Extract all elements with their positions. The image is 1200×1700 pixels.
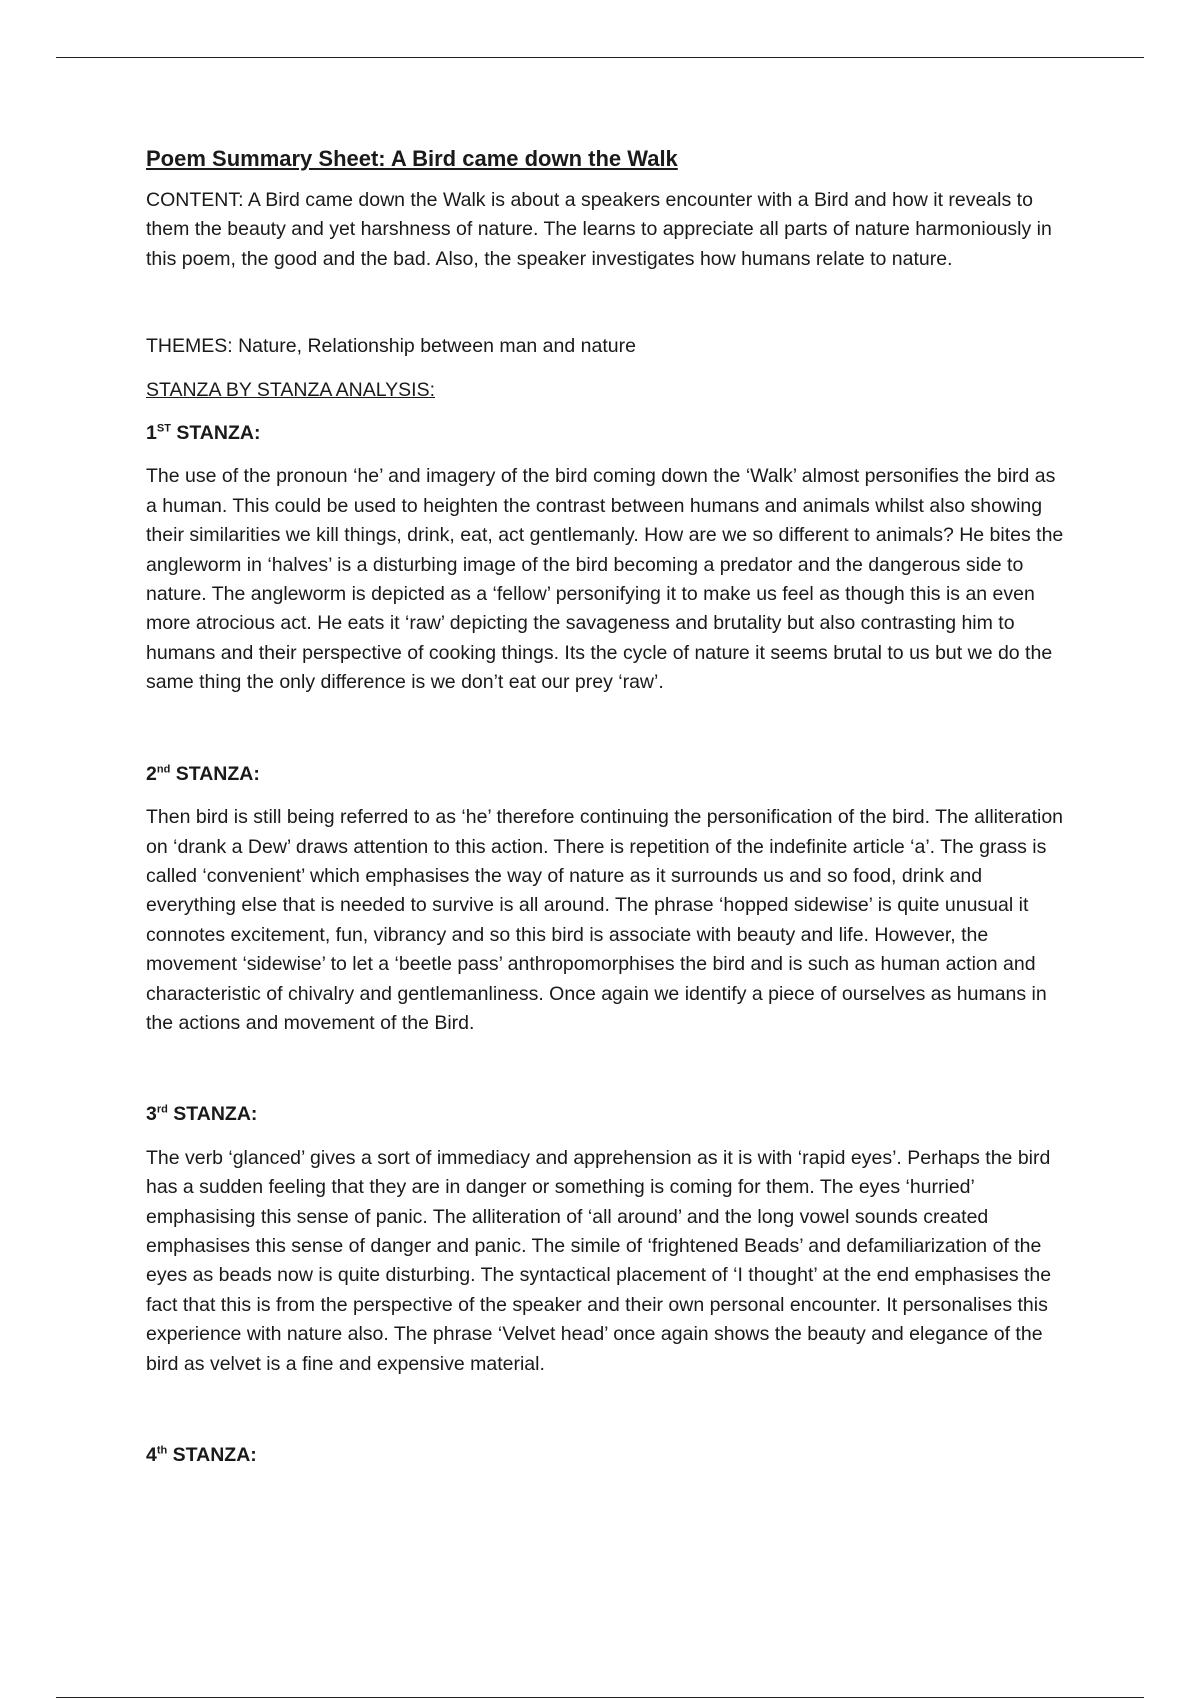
stanza-label: STANZA: (167, 1103, 258, 1126)
themes-paragraph: THEMES: Nature, Relationship between man and nature (146, 335, 636, 358)
stanza-heading-1 (146, 419, 1066, 448)
page-title: Poem Summary Sheet: A Bird came down the Walk (146, 146, 678, 171)
stanza-label: STANZA: (167, 1444, 257, 1466)
stanza-number: 2 (146, 762, 157, 785)
content-paragraph: CONTENT: A Bird came down the Walk is about a speakers encounter with a Bird and how it reveals to them the beauty and yet harshness of nature. The learns to appreciate all parts of nature harmoniously in this poem, the good and the bad. Also, the speaker investigates how humans relate to nature. (146, 189, 1052, 270)
stanza-number: 4 (146, 1444, 157, 1466)
stanza-ordinal-suffix: nd (156, 763, 171, 776)
stanza-label: STANZA: (170, 422, 261, 445)
stanza-number: 3 (146, 1103, 157, 1126)
stanza-analysis-1: The use of the pronoun ‘he’ and imagery of the bird coming down the ‘Walk’ almost personifies the bird as a human. This could be used to heighten the contrast between humans and animals whilst also showing their similarities we kill things, drink, eat, act gentlemanly. How are we so different to animals? He bites the angleworm in ‘halves’ is a disturbing image of the bird becoming a predator and the dangerous side to nature. The angleworm is depicted as a ‘fellow’ personifying it to make us feel as though this is an even more atrocious act. He eats it ‘raw’ depicting the savageness and brutality but also contrasting him to humans and their perspective of cooking things. Its the cycle of nature it seems brutal to us but we do the same thing the only difference is we don’t eat our prey ‘raw’. (146, 465, 1064, 694)
stanza-number: 1 (146, 422, 157, 445)
analysis-heading: STANZA BY STANZA ANALYSIS: (146, 378, 435, 401)
footer-rule (56, 1697, 1144, 1698)
stanza-analysis-2: Then bird is still being referred to as ‘he’ therefore continuing the personification of the bird. The alliteration on ‘drank a Dew’ draws attention to this action. There is repetition of the indefinite article ‘a’. The grass is called ‘convenient’ which emphasises the way of nature as it surrounds us and so food, drink and everything else that is needed to survive is all around. The phrase ‘hopped sidewise’ is quite unusual it connotes excitement, fun, vibrancy and so this bird is associate with beauty and life. However, the movement ‘sidewise’ to let a ‘beetle pass’ anthropomorphises the bird and is such as human action and characteristic of chivalry and gentlemanliness. Once again we identify a piece of ourselves as humans in the actions and movement of the Bird. (146, 806, 1064, 1034)
document-body (146, 144, 1066, 1484)
stanza-heading-2 (146, 760, 1066, 789)
stanza-ordinal-suffix: rd (156, 1103, 168, 1116)
stanza-ordinal-suffix: th (156, 1444, 168, 1457)
stanza-ordinal-suffix: ST (156, 422, 171, 435)
stanza-heading-3 (146, 1100, 1066, 1129)
header-rule (56, 57, 1144, 58)
stanza-analysis-3: The verb ‘glanced’ gives a sort of immediacy and apprehension as it is with ‘rapid eyes’. Perhaps the bird has a sudden feeling that they are in danger or something is coming for them. The eyes ‘hurried’ emphasising this sense of panic. The alliteration of ‘all around’ and the long vowel sounds created emphasises this sense of danger and panic. The simile of ‘frightened Beads’ and defamiliarization of the eyes as beads now is quite disturbing. The syntactical placement of ‘I thought’ at the end emphasises the fact that this is from the perspective of the speaker and their own personal encounter. It personalises this experience with nature also. The phrase ‘Velvet head’ once again shows the beauty and elegance of the bird as velvet is a fine and expensive material. (146, 1146, 1052, 1375)
stanza-heading-4 (146, 1441, 1066, 1470)
stanza-label: STANZA: (170, 762, 260, 785)
